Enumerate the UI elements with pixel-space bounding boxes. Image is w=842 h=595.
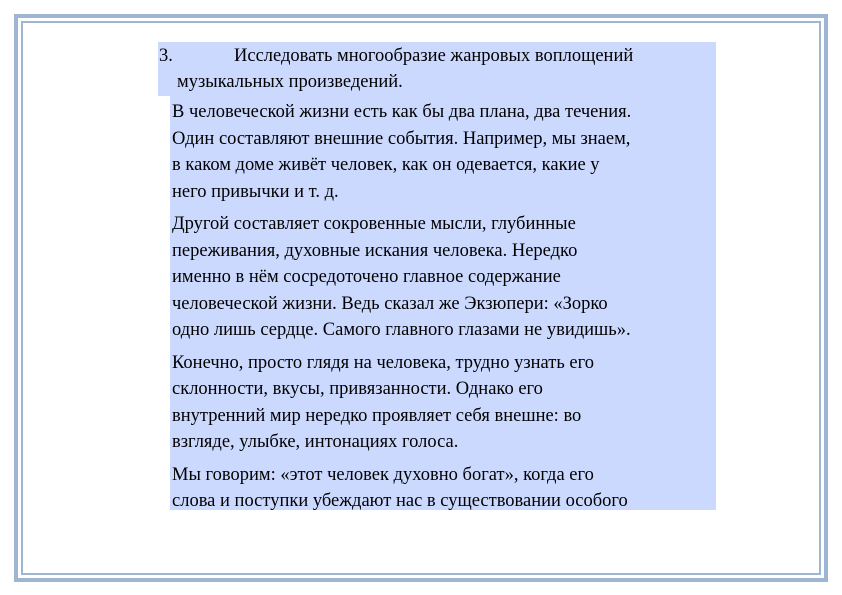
- heading-line-2: музыкальных произведений.: [177, 72, 403, 92]
- text-line: в каком доме живёт человек, как он одевается, какие у: [172, 155, 600, 175]
- text-line: В человеческой жизни есть как бы два плана, два течения.: [172, 102, 632, 122]
- heading-number: 3.: [159, 46, 173, 66]
- slide-heading: [158, 42, 716, 96]
- text-line: склонности, вкусы, привязанности. Однако его: [172, 379, 543, 399]
- text-line: Мы говорим: «этот человек духовно богат», когда его: [172, 464, 594, 485]
- slide-body-text: [170, 96, 716, 510]
- text-line: внутренний мир нередко проявляет себя внешне: во: [172, 405, 582, 426]
- text-line: человеческой жизни. Ведь сказал же Экзюпери: «Зорко: [172, 293, 608, 314]
- text-line: Другой составляет сокровенные мысли, глубинные: [172, 214, 576, 234]
- text-line: взгляде, улыбке, интонациях голоса.: [172, 432, 459, 452]
- paragraph-2: [170, 211, 716, 344]
- text-line: него привычки и т. д.: [172, 181, 339, 202]
- paragraph-3: [170, 350, 716, 456]
- paragraph-1: [170, 99, 716, 205]
- text-line: именно в нём сосредоточено главное содержание: [172, 267, 561, 287]
- text-line: переживания, духовные искания человека. Нередко: [172, 240, 578, 261]
- text-line: Конечно, просто глядя на человека, трудно узнать его: [172, 352, 595, 373]
- text-line: Один составляют внешние события. Например, мы знаем,: [172, 128, 631, 149]
- paragraph-4: [170, 462, 716, 515]
- heading-line-1: Исследовать многообразие жанровых воплощений: [234, 46, 634, 66]
- text-line: одно лишь сердце. Самого главного глазами не увидишь».: [172, 320, 631, 340]
- text-line: слова и поступки убеждают нас в существовании особого: [172, 491, 628, 511]
